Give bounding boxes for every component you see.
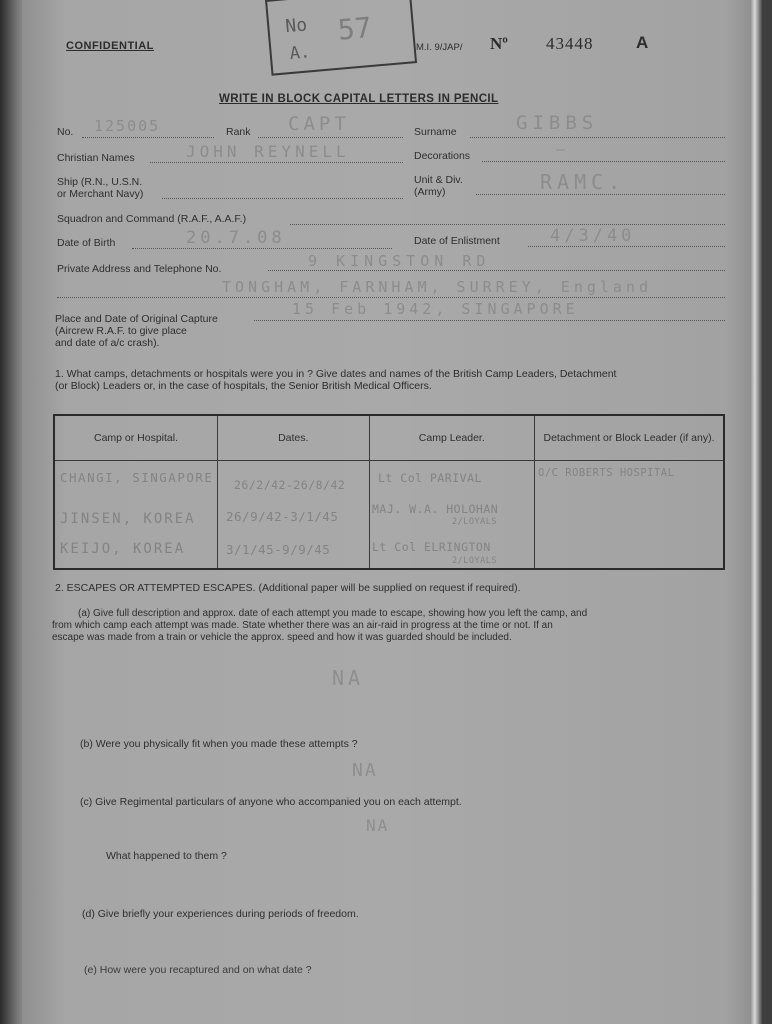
table-row-1-detachment: O/C ROBERTS HOSPITAL [538, 467, 675, 479]
date-of-birth-label: Date of Birth [57, 237, 116, 249]
classification-label: CONFIDENTIAL [66, 40, 154, 52]
question-2a-answer: NA [332, 666, 365, 690]
address-line-1 [268, 270, 725, 271]
stamp-value: 57 [336, 10, 373, 47]
ship-label [57, 176, 143, 200]
document-number: 43448 [546, 34, 594, 53]
header-camp-leader: Camp Leader. [369, 415, 534, 461]
christian-names-line [150, 162, 403, 163]
question-2b-answer: NA [352, 760, 378, 781]
reference-stamp [265, 0, 417, 76]
surname-line [470, 137, 725, 138]
unit-label-line-2: (Army) [414, 186, 446, 198]
question-2-heading: 2. ESCAPES OR ATTEMPTED ESCAPES. (Additional paper will be supplied on request if required). [55, 582, 521, 594]
rank-label: Rank [226, 126, 251, 138]
table-row-2-camp: JINSEN, KOREA [60, 511, 196, 527]
question-1-line-2: (or Block) Leaders or, in the case of hospitals, the Senior British Medical Officers. [55, 380, 432, 392]
rank-line [258, 137, 403, 138]
enlistment-value: 4/3/40 [550, 226, 636, 246]
date-of-birth-line [132, 248, 392, 249]
mi9-reference: M.I. 9/JAP/ [416, 42, 463, 53]
decorations-value: — [556, 140, 568, 158]
no-line [82, 137, 214, 138]
table-row-3-camp: KEIJO, KOREA [60, 541, 186, 557]
table-row-2-leader: MAJ. W.A. HOLOHAN [372, 502, 499, 516]
address-value-1: 9 KINGSTON RD [308, 252, 491, 270]
instruction-heading: WRITE IN BLOCK CAPITAL LETTERS IN PENCIL [219, 93, 499, 105]
question-2c-follow-up: What happened to them ? [106, 850, 227, 862]
header-detachment-leader: Detachment or Block Leader (if any). [535, 415, 725, 461]
capture-label-line-3: and date of a/c crash). [55, 337, 160, 349]
camps-table-header [54, 415, 724, 461]
table-row-1-dates: 26/2/42-26/8/42 [234, 478, 346, 492]
capture-label-line-1: Place and Date of Original Capture [55, 313, 218, 325]
table-row-3-leader: Lt Col ELRINGTON [372, 540, 491, 554]
header-dates: Dates. [218, 415, 370, 461]
number-symbol: Nº [490, 34, 508, 53]
question-2a-text [52, 608, 587, 644]
unit-value: RAMC. [540, 170, 626, 194]
christian-names-label: Christian Names [57, 152, 135, 164]
decorations-label: Decorations [414, 150, 471, 162]
table-row-2-leader-note: 2/LOYALS [452, 517, 497, 527]
service-number-value: 125005 [94, 117, 161, 135]
question-2c-text: (c) Give Regimental particulars of anyone who accompanied you on each attempt. [80, 796, 462, 808]
table-row-2-dates: 26/9/42-3/1/45 [226, 509, 339, 524]
squadron-label: Squadron and Command (R.A.F., A.A.F.) [57, 213, 247, 225]
ship-line [162, 198, 403, 199]
rank-value: CAPT [288, 113, 350, 135]
unit-label [414, 174, 463, 198]
question-2b-text: (b) Were you physically fit when you made these attempts ? [80, 738, 358, 750]
document-suffix: A [636, 33, 649, 52]
ship-label-line-2: or Merchant Navy) [57, 188, 144, 200]
question-2a-line-3: escape was made from a train or vehicle the approx. speed and how it was guarded should be included. [52, 632, 512, 643]
question-2a-line-1: (a) Give full description and approx. date of each attempt you made to escape, showing how you left the camp, and [78, 608, 588, 619]
address-value-2: TONGHAM, FARNHAM, SURREY, England [222, 278, 653, 296]
enlistment-label: Date of Enlistment [414, 235, 500, 247]
table-row-3-leader-note: 2/LOYALS [452, 556, 497, 566]
enlistment-line [528, 246, 725, 247]
table-row-1-camp: CHANGI, SINGAPORE [60, 470, 214, 485]
question-2c-answer: NA [366, 816, 390, 835]
question-2e-text: (e) How were you recaptured and on what date ? [84, 964, 312, 976]
address-label: Private Address and Telephone No. [57, 263, 222, 275]
squadron-line [290, 224, 725, 225]
capture-value: 15 Feb 1942, SINGAPORE [292, 300, 579, 318]
date-of-birth-value: 20.7.08 [186, 228, 286, 248]
question-2d-text: (d) Give briefly your experiences during periods of freedom. [82, 908, 359, 920]
question-1-line-1: 1. What camps, detachments or hospitals were you in ? Give dates and names of the British Camp Leaders, Detachment [55, 368, 617, 380]
surname-value: GIBBS [516, 112, 599, 134]
stamp-no: No [284, 14, 308, 38]
unit-label-line-1: Unit & Div. [414, 174, 463, 186]
decorations-line [482, 161, 725, 162]
question-1-text [55, 368, 616, 392]
table-row-1-leader: Lt Col PARIVAL [378, 471, 482, 485]
table-row-3-dates: 3/1/45-9/9/45 [226, 542, 331, 557]
capture-line [254, 320, 725, 321]
header-camp: Camp or Hospital. [54, 415, 218, 461]
address-line-2 [57, 297, 725, 298]
christian-names-value: JOHN REYNELL [186, 142, 350, 161]
ship-label-line-1: Ship (R.N., U.S.N. [57, 176, 143, 188]
no-label: No. [57, 126, 74, 138]
capture-label [55, 313, 218, 349]
unit-line [476, 194, 725, 195]
capture-label-line-2: (Aircrew R.A.F. to give place [55, 325, 187, 337]
surname-label: Surname [414, 126, 457, 138]
question-2a-line-2: from which camp each attempt was made. State whether there was an air-raid in progress at the time or not. If an [52, 620, 553, 631]
page-edge [750, 0, 762, 1024]
stamp-letter: A. [288, 42, 312, 65]
